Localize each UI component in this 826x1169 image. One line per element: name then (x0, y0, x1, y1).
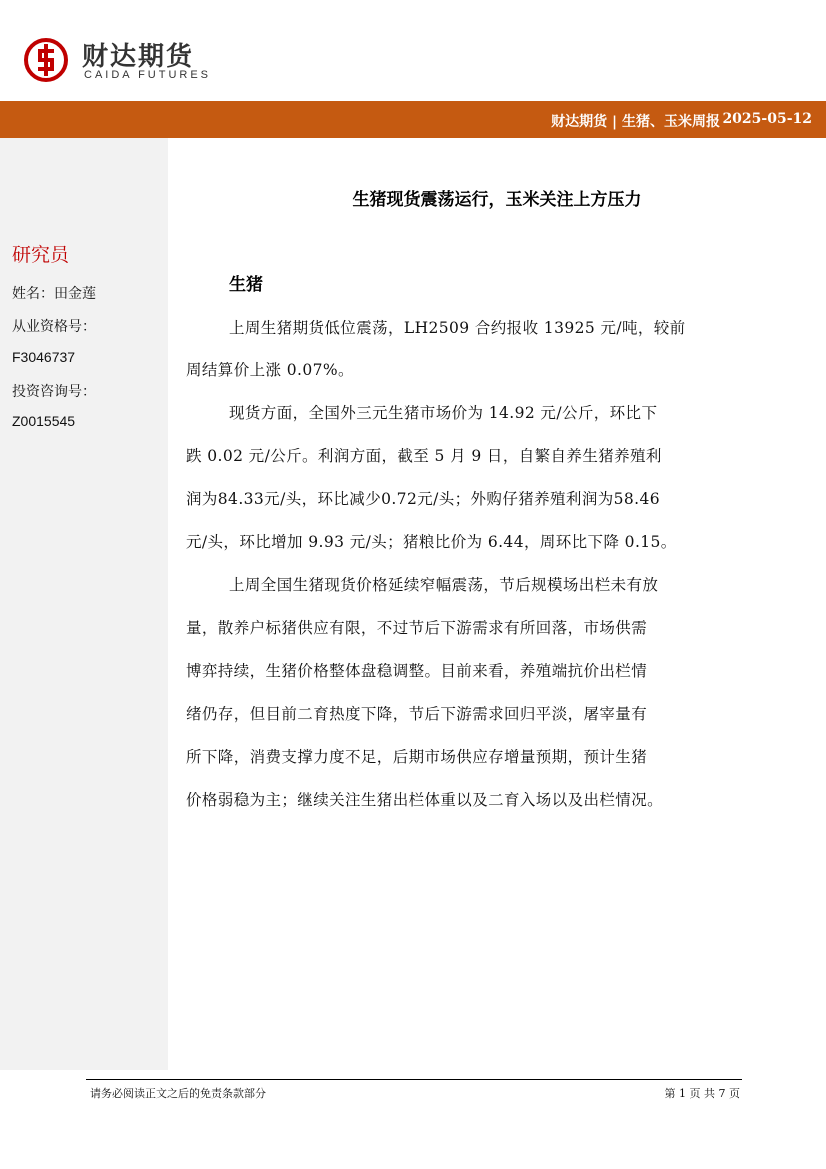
paragraph-line: 润为84.33元/头，环比减少0.72元/头；外购仔猪养殖利润为58.46 (186, 490, 661, 508)
sidebar-title: 研究员 (12, 244, 70, 266)
paragraph-line: 上周生猪期货低位震荡，LH2509 合约报收 13925 元/吨，较前 (229, 319, 686, 337)
footer-disclaimer: 请务必阅读正文之后的免责条款部分 (90, 1087, 266, 1100)
paragraph-line: 绪仍存，但目前二育热度下降，节后下游需求回归平淡，屠宰量有 (186, 705, 648, 723)
paragraph-line: 元/头，环比增加 9.93 元/头；猪粮比价为 6.44，周环比下降 0.15。 (186, 533, 677, 551)
report-date: 2025-05-12 (722, 111, 812, 127)
paragraph-line: 跌 0.02 元/公斤。利润方面，截至 5 月 9 日，自繁自养生猪养殖利 (186, 447, 662, 465)
consult-label: 投资咨询号： (12, 384, 96, 400)
logo-en-text: CAIDA FUTURES (84, 69, 212, 81)
logo-cn-text: 财达期货 (82, 42, 195, 72)
caida-logo-icon (24, 38, 68, 82)
paragraph-line: 现货方面，全国外三元生猪市场价为 14.92 元/公斤，环比下 (229, 404, 658, 422)
qualification-label: 从业资格号： (12, 319, 96, 335)
researcher-name: 姓名：田金莲 (12, 286, 96, 302)
paragraph-line: 价格弱稳为主；继续关注生猪出栏体重以及二育入场以及出栏情况。 (186, 791, 664, 809)
consult-number: Z0015545 (12, 413, 76, 429)
page-number: 第 1 页 共 7 页 (664, 1087, 740, 1100)
report-title: 生猪现货震荡运行，玉米关注上方压力 (352, 190, 642, 210)
paragraph-line: 上周全国生猪现货价格延续窄幅震荡，节后规模场出栏未有放 (229, 576, 659, 594)
sidebar (0, 138, 168, 1070)
paragraph-line: 周结算价上涨 0.07%。 (186, 361, 354, 379)
qualification-number: F3046737 (12, 349, 76, 365)
paragraph-line: 博弈持续，生猪价格整体盘稳调整。目前来看，养殖端抗价出栏情 (186, 662, 648, 680)
paragraph-line: 量，散养户标猪供应有限，不过节后下游需求有所回落，市场供需 (186, 619, 648, 637)
section-heading: 生猪 (229, 275, 263, 295)
paragraph-line: 所下降，消费支撑力度不足，后期市场供应存增量预期，预计生猪 (186, 748, 648, 766)
footer-divider (86, 1079, 742, 1080)
report-label: 财达期货 | 生猪、玉米周报 (551, 114, 720, 130)
